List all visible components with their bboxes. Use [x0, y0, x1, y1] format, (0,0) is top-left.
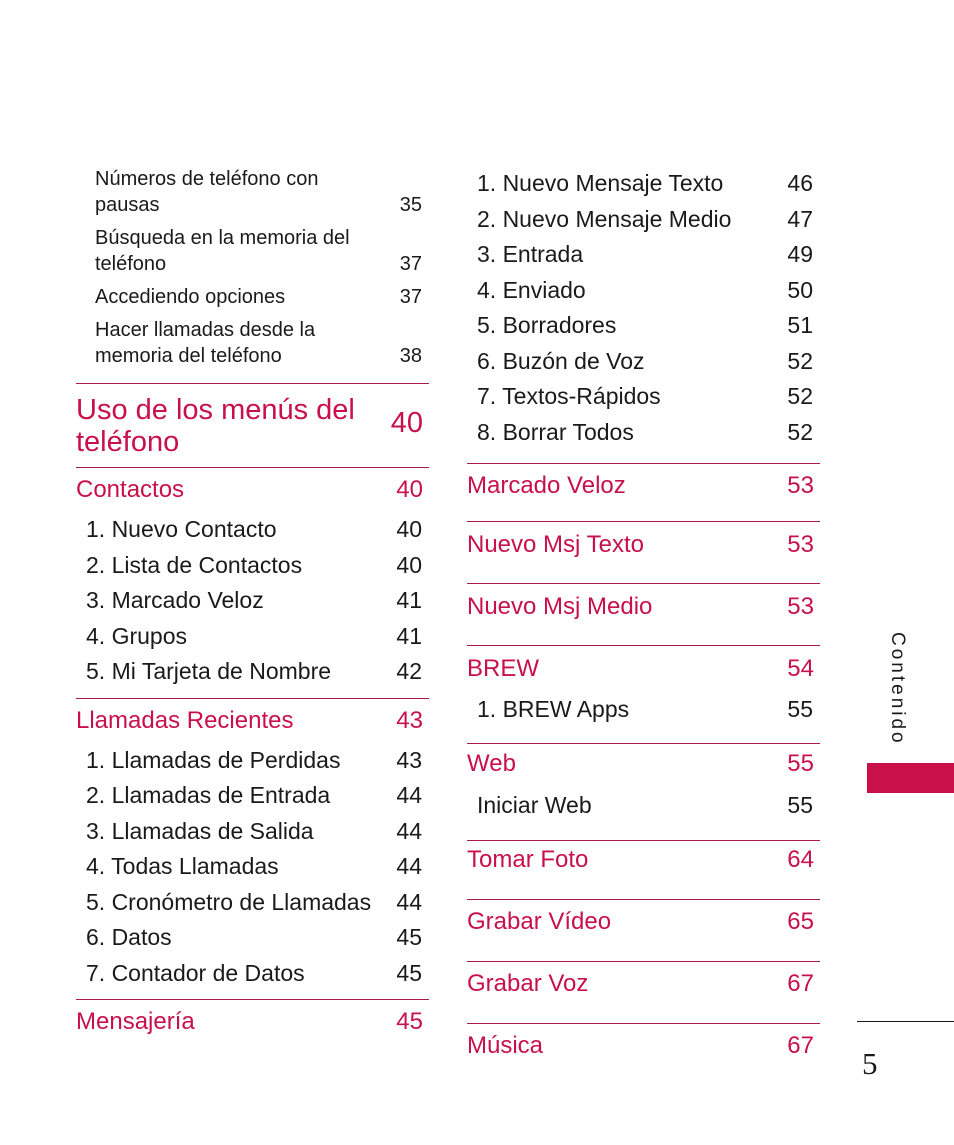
- section-page: 54: [787, 655, 814, 682]
- toc-item[interactable]: [467, 237, 820, 273]
- toc-item[interactable]: [467, 379, 820, 415]
- toc-section-nuevo-msj-medio[interactable]: [467, 583, 820, 645]
- section-page: 65: [787, 908, 814, 935]
- item-page: 42: [396, 658, 422, 684]
- toc-section-llamadas-recientes[interactable]: [76, 698, 429, 743]
- section-title: Grabar Vídeo: [467, 908, 612, 935]
- item-title: 4. Enviado: [477, 276, 586, 303]
- toc-item[interactable]: [76, 548, 429, 584]
- item-title: 2. Llamadas de Entrada: [86, 782, 331, 808]
- toc-section-nuevo-msj-texto[interactable]: [467, 521, 820, 583]
- item-page: 44: [396, 817, 422, 844]
- toc-item[interactable]: [76, 654, 429, 690]
- item-title: Iniciar Web: [477, 791, 592, 818]
- item-page: 41: [396, 622, 422, 649]
- item-page: 55: [787, 791, 813, 818]
- section-page: 67: [787, 1032, 814, 1059]
- section-page: 45: [396, 1008, 423, 1035]
- toc-item[interactable]: [467, 308, 820, 344]
- toc-item[interactable]: [467, 344, 820, 380]
- item-page: 46: [787, 170, 813, 196]
- section-page: 55: [787, 749, 814, 777]
- section-page: 43: [396, 706, 423, 734]
- toc-item[interactable]: [76, 849, 429, 885]
- toc-entry-title: Accediendo opciones: [95, 286, 286, 308]
- item-title: 3. Entrada: [477, 241, 584, 267]
- item-title: 5. Mi Tarjeta de Nombre: [86, 658, 332, 684]
- toc-entry-page: 37: [399, 286, 422, 308]
- toc-entry-title: Búsqueda en la memoria del teléfono: [95, 227, 350, 275]
- section-page: 67: [787, 970, 814, 997]
- toc-right-column: [467, 166, 820, 1068]
- toc-entry[interactable]: [76, 317, 429, 369]
- toc-section-web[interactable]: [467, 743, 820, 788]
- item-title: 2. Nuevo Mensaje Medio: [477, 205, 732, 232]
- item-page: 44: [396, 782, 422, 808]
- toc-left-column: [76, 166, 429, 1044]
- toc-chapter-heading[interactable]: [76, 383, 429, 467]
- item-title: 6. Buzón de Voz: [477, 347, 645, 374]
- toc-item[interactable]: [76, 920, 429, 956]
- section-page: 53: [787, 472, 814, 499]
- section-page: 64: [787, 846, 814, 873]
- item-page: 52: [787, 347, 813, 374]
- toc-item[interactable]: [76, 743, 429, 779]
- section-title: Llamadas Recientes: [76, 706, 294, 734]
- item-title: 1. Llamadas de Perdidas: [86, 746, 341, 773]
- item-title: 4. Todas Llamadas: [86, 853, 279, 879]
- item-page: 52: [787, 383, 813, 409]
- section-title: Marcado Veloz: [467, 472, 626, 499]
- item-title: 1. Nuevo Contacto: [86, 516, 277, 542]
- section-page: 40: [396, 476, 423, 503]
- toc-item[interactable]: [76, 956, 429, 992]
- toc-item[interactable]: [76, 778, 429, 814]
- toc-item[interactable]: [76, 583, 429, 619]
- item-page: 40: [396, 516, 422, 542]
- item-page: 44: [396, 888, 422, 915]
- item-title: 7. Contador de Datos: [86, 959, 305, 986]
- toc-entry-title: Hacer llamadas desde la memoria del teléfono: [95, 319, 316, 367]
- section-title: Contactos: [76, 476, 185, 503]
- item-title: 7. Textos-Rápidos: [477, 383, 661, 409]
- section-page: 53: [787, 593, 814, 620]
- item-title: 2. Lista de Contactos: [86, 551, 303, 578]
- toc-section-grabar-voz[interactable]: [467, 961, 820, 1023]
- item-page: 52: [787, 418, 813, 445]
- item-page: 43: [396, 746, 422, 773]
- item-title: 6. Datos: [86, 924, 172, 950]
- toc-section-tomar-foto[interactable]: [467, 840, 820, 899]
- toc-item[interactable]: [467, 788, 820, 824]
- page-number: 5: [862, 1046, 878, 1081]
- item-title: 8. Borrar Todos: [477, 418, 634, 445]
- section-title: Web: [467, 749, 516, 777]
- section-title: Nuevo Msj Texto: [467, 531, 644, 558]
- toc-entry-page: 35: [399, 194, 422, 216]
- toc-entry-page: 37: [399, 253, 422, 275]
- section-title: Tomar Foto: [467, 846, 589, 873]
- item-page: 51: [787, 312, 813, 338]
- section-title: Grabar Voz: [467, 970, 589, 997]
- toc-entry[interactable]: [76, 166, 429, 218]
- section-page: 53: [787, 531, 814, 558]
- toc-section-grabar-video[interactable]: [467, 899, 820, 961]
- item-page: 47: [787, 205, 813, 232]
- toc-item[interactable]: [467, 202, 820, 238]
- item-page: 41: [396, 587, 422, 613]
- toc-item[interactable]: [76, 814, 429, 850]
- toc-section-marcado-veloz[interactable]: [467, 463, 820, 521]
- toc-section-mensajeria[interactable]: [76, 999, 429, 1044]
- section-title: Mensajería: [76, 1008, 195, 1035]
- chapter-title: Uso de los menús del teléfono: [76, 394, 355, 458]
- section-title: Música: [467, 1032, 544, 1059]
- item-title: 5. Cronómetro de Llamadas: [86, 888, 372, 915]
- section-title: BREW: [467, 655, 539, 682]
- item-page: 49: [787, 241, 813, 267]
- item-page: 45: [396, 924, 422, 950]
- item-page: 44: [396, 853, 422, 879]
- item-title: 4. Grupos: [86, 622, 187, 649]
- item-page: 40: [396, 551, 422, 578]
- item-title: 5. Borradores: [477, 312, 617, 338]
- item-page: 55: [787, 696, 813, 722]
- toc-entry-page: 38: [399, 345, 422, 367]
- toc-item[interactable]: [76, 619, 429, 655]
- toc-section-brew[interactable]: [467, 645, 820, 692]
- item-title: 3. Llamadas de Salida: [86, 817, 314, 844]
- toc-section-musica[interactable]: [467, 1023, 820, 1068]
- item-page: 45: [396, 959, 422, 986]
- toc-entry[interactable]: [76, 225, 429, 277]
- toc-item[interactable]: [467, 273, 820, 309]
- toc-section-contactos[interactable]: [76, 467, 429, 512]
- item-title: 1. Nuevo Mensaje Texto: [477, 170, 724, 196]
- toc-entry[interactable]: [76, 284, 429, 310]
- section-title: Nuevo Msj Medio: [467, 593, 653, 620]
- toc-entry-title: Números de teléfono con pausas: [95, 168, 319, 216]
- toc-item[interactable]: [467, 166, 820, 202]
- item-page: 50: [787, 276, 813, 303]
- side-tab-marker: [867, 763, 954, 793]
- item-title: 1. BREW Apps: [477, 696, 630, 722]
- item-title: 3. Marcado Veloz: [86, 587, 264, 613]
- toc-item[interactable]: [76, 885, 429, 921]
- page-divider: [857, 1021, 954, 1022]
- side-tab-label: Contenido: [887, 632, 908, 746]
- chapter-page: 40: [390, 407, 423, 439]
- toc-item[interactable]: [467, 415, 820, 451]
- toc-item[interactable]: [76, 512, 429, 548]
- toc-item[interactable]: [467, 692, 820, 728]
